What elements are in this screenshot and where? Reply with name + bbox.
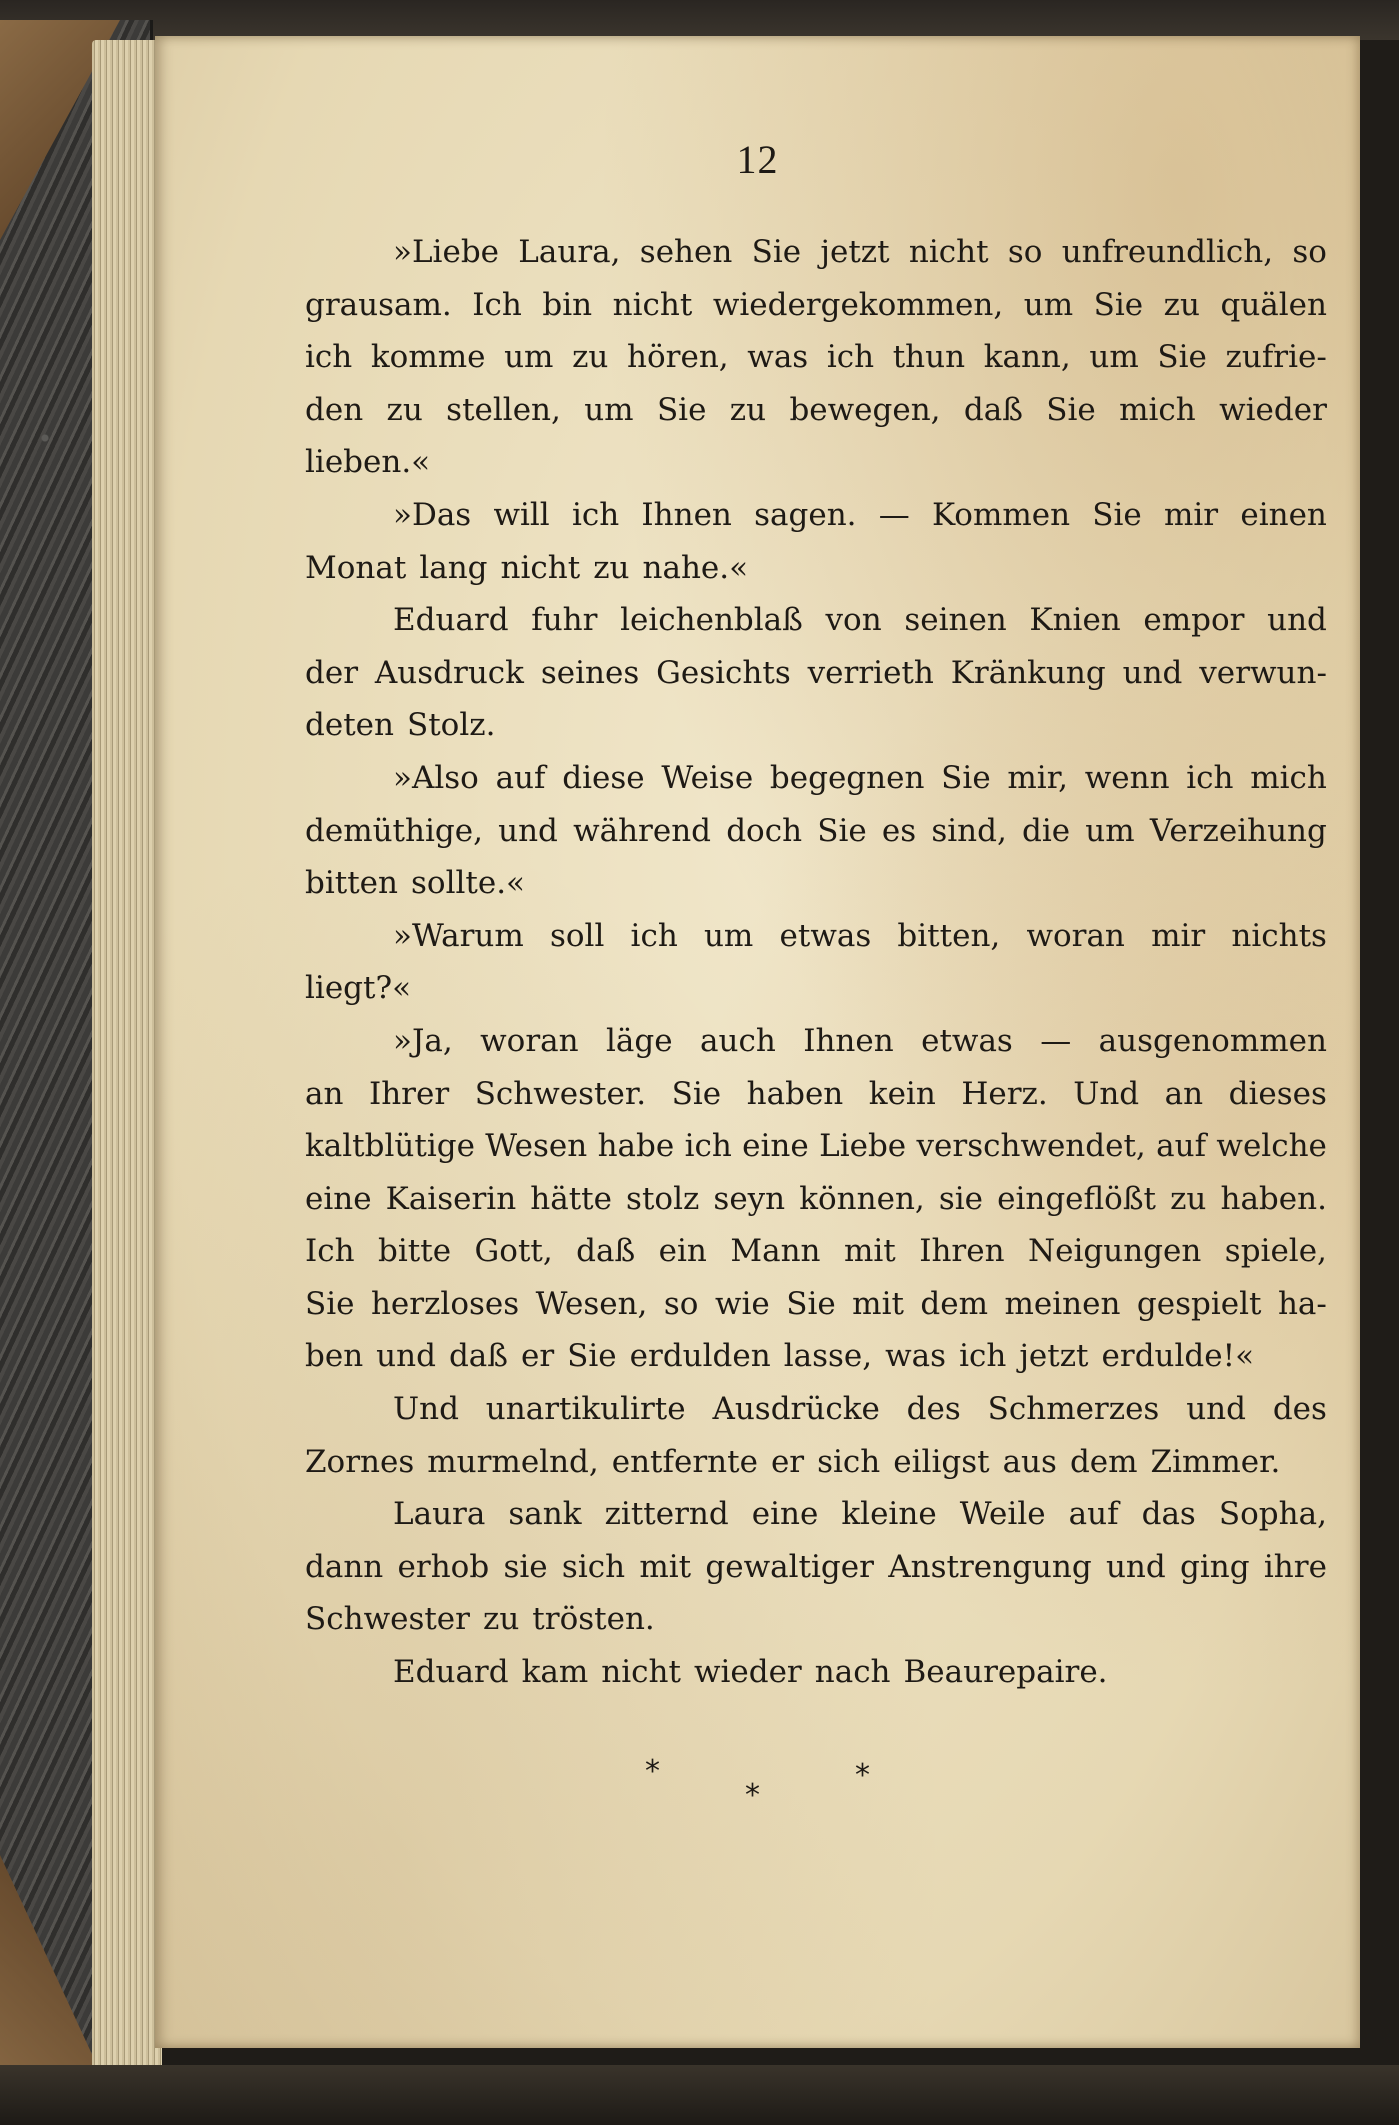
text-line: Schwester zu trösten. — [305, 1601, 655, 1638]
text-line: kaltblütige Wesen habe ich eine Liebe verschwendet, auf welche — [305, 1128, 1327, 1165]
text-line: demüthige, und während doch Sie es sind, die um Verzeihung — [305, 812, 1327, 849]
text-line: deten Stolz. — [305, 707, 496, 744]
text-line: Monat lang nicht zu nahe.« — [305, 549, 749, 586]
text-line: an Ihrer Schwester. Sie haben kein Herz. Und an dieses — [305, 1075, 1327, 1112]
text-line: liegt?« — [305, 970, 412, 1007]
text-line: ich komme um zu hören, was ich thun kann, um Sie zufrie- — [305, 339, 1327, 376]
section-break-star: * — [745, 1778, 760, 1813]
text-line: »Warum soll ich um etwas bitten, woran mir nichts — [393, 917, 1327, 954]
section-break-star: * — [645, 1754, 660, 1789]
text-line: bitten sollte.« — [305, 865, 526, 902]
text-line: Und unartikulirte Ausdrücke des Schmerzes und des — [393, 1391, 1327, 1428]
bottom-edge — [0, 2065, 1399, 2125]
text-line: »Liebe Laura, sehen Sie jetzt nicht so unfreundlich, so — [393, 234, 1327, 270]
text-line: Sie herzloses Wesen, so wie Sie mit dem meinen gespielt ha- — [305, 1285, 1327, 1322]
text-line: dann erhob sie sich mit gewaltiger Anstrengung und ging ihre — [305, 1548, 1327, 1585]
top-edge — [0, 0, 1399, 40]
text-line: eine Kaiserin hätte stolz seyn können, sie eingeflößt zu haben. — [305, 1180, 1327, 1217]
text-line: Zornes murmelnd, entfernte er sich eiligst aus dem Zimmer. — [305, 1443, 1281, 1480]
text-line: Laura sank zitternd eine kleine Weile auf das Sopha, — [393, 1496, 1327, 1533]
book-page — [155, 36, 1360, 2048]
text-line: Eduard kam nicht wieder nach Beaurepaire. — [393, 1654, 1108, 1691]
text-line: »Ja, woran läge auch Ihnen etwas — ausgenommen — [393, 1022, 1327, 1059]
page-edges — [92, 40, 162, 2080]
text-line: lieben.« — [305, 444, 431, 481]
text-line: Ich bitte Gott, daß ein Mann mit Ihren Neigungen spiele, — [305, 1233, 1327, 1270]
text-line: »Das will ich Ihnen sagen. — Kommen Sie mir einen — [393, 496, 1327, 533]
text-line: Eduard fuhr leichenblaß von seinen Knien empor und — [393, 602, 1327, 639]
body-text — [305, 226, 1327, 1699]
section-break — [155, 1754, 1360, 1824]
text-line: der Ausdruck seines Gesichts verrieth Kränkung und verwun- — [305, 654, 1327, 691]
text-line: »Also auf diese Weise begegnen Sie mir, wenn ich mich — [393, 759, 1327, 796]
page-number: 12 — [736, 137, 779, 182]
text-line: den zu stellen, um Sie zu bewegen, daß Sie mich wieder — [305, 391, 1327, 428]
text-line: grausam. Ich bin nicht wiedergekommen, um Sie zu quälen — [305, 286, 1327, 323]
text-line: ben und daß er Sie erdulden lasse, was ich jetzt erdulde!« — [305, 1338, 1255, 1375]
section-break-star: * — [855, 1758, 870, 1793]
